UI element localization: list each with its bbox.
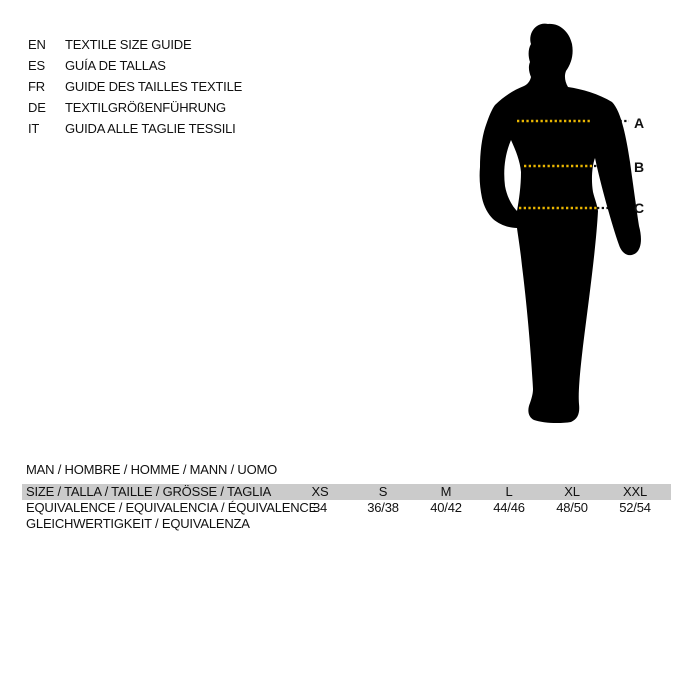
language-code: IT [28, 121, 40, 136]
equivalence-value-xs: 34 [312, 500, 328, 515]
table-title: MAN / HOMBRE / HOMME / MANN / UOMO [26, 462, 278, 477]
measure-label-a: A [634, 115, 645, 131]
language-code: EN [28, 37, 46, 52]
measure-label-b: B [634, 159, 645, 175]
language-code: FR [28, 79, 45, 94]
equivalence-label-line2: GLEICHWERTIGKEIT / EQUIVALENZA [26, 516, 250, 531]
size-column-l: L [505, 484, 513, 499]
language-code: ES [28, 58, 45, 73]
measure-label-c: C [634, 200, 645, 216]
size-column-xl: XL [564, 484, 580, 499]
size-column-xxl: XXL [623, 484, 647, 499]
man-silhouette [480, 24, 641, 423]
language-label: GUÍA DE TALLAS [65, 58, 166, 73]
language-label: GUIDA ALLE TAGLIE TESSILI [65, 121, 236, 136]
equivalence-value-xl: 48/50 [556, 500, 588, 515]
size-column-s: S [378, 484, 388, 499]
equivalence-value-l: 44/46 [493, 500, 525, 515]
size-header-row [22, 484, 671, 500]
equivalence-label-line1: EQUIVALENCE / EQUIVALENCIA / ÉQUIVALENCE [26, 500, 318, 515]
language-label: GUIDE DES TAILLES TEXTILE [65, 79, 243, 94]
language-label: TEXTILGRÖßENFÜHRUNG [65, 100, 226, 115]
language-code: DE [28, 100, 46, 115]
equivalence-row [22, 500, 671, 531]
size-column-m: M [440, 484, 452, 499]
equivalence-value-m: 40/42 [430, 500, 462, 515]
size-header-label: SIZE / TALLA / TAILLE / GRÖSSE / TAGLIA [26, 484, 272, 499]
equivalence-value-xxl: 52/54 [619, 500, 651, 515]
language-label: TEXTILE SIZE GUIDE [65, 37, 192, 52]
size-column-xs: XS [311, 484, 329, 499]
equivalence-value-s: 36/38 [367, 500, 399, 515]
